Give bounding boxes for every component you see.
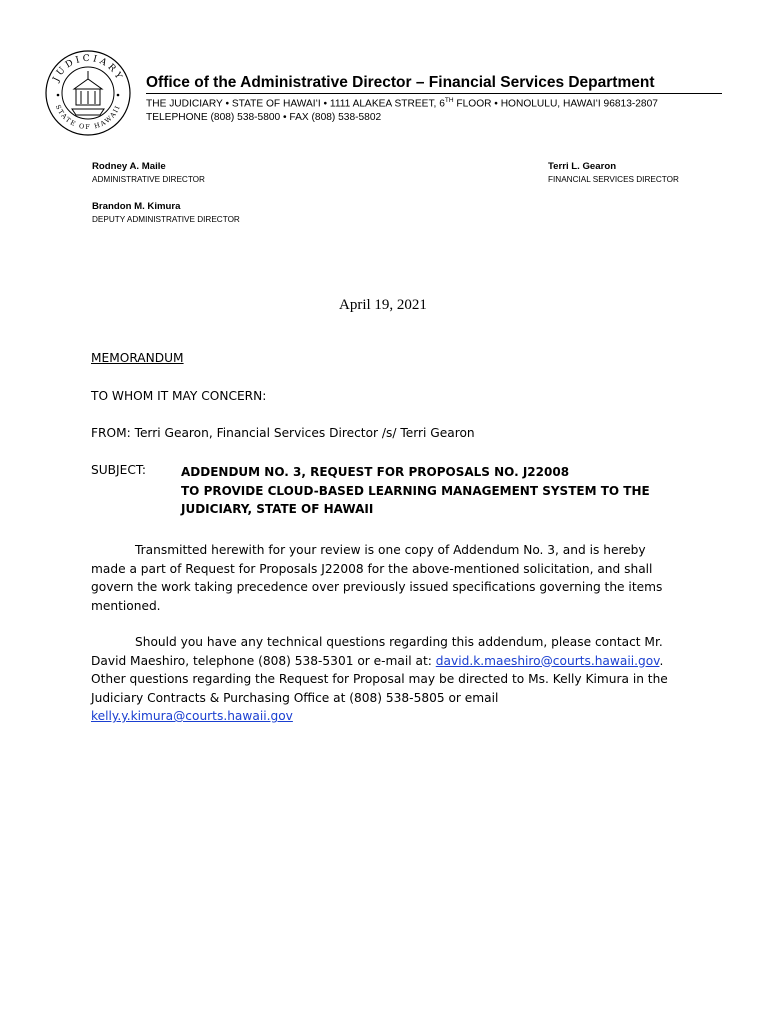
body-paragraph-transmittal xyxy=(91,541,691,615)
body-paragraph-contacts xyxy=(91,633,691,726)
paragraph-line: Other questions regarding the Request for Proposal may be directed to Ms. Kelly Kimura in the xyxy=(91,672,668,686)
paragraph-line: Should you have any technical questions regarding this addendum, please contact Mr. xyxy=(135,635,663,649)
seal-top-text: JUDICIARY xyxy=(51,53,125,84)
svg-text:JUDICIARY xyxy=(51,54,125,84)
official-name: Brandon M. Kimura xyxy=(92,201,181,212)
memo-heading: MEMORANDUM xyxy=(91,351,184,365)
seal-bottom-text: STATE OF HAWAII xyxy=(53,103,123,132)
phone-fax-line: TELEPHONE (808) 538-5800 • FAX (808) 538-5802 xyxy=(146,112,382,123)
memo-from: FROM: Terri Gearon, Financial Services Director /s/ Terri Gearon xyxy=(91,426,475,440)
official-name: Rodney A. Maile xyxy=(92,161,166,172)
subject-line: JUDICIARY, STATE OF HAWAII xyxy=(181,502,374,516)
official-name: Terri L. Gearon xyxy=(548,161,617,172)
subject-text xyxy=(181,463,650,519)
paragraph-line: Transmitted herewith for your review is one copy of Addendum No. 3, and is hereby xyxy=(135,543,646,557)
official-title: ADMINISTRATIVE DIRECTOR xyxy=(92,175,205,184)
paragraph-line: mentioned. xyxy=(91,598,161,613)
paragraph-line: Judiciary Contracts & Purchasing Office at (808) 538-5805 or email xyxy=(91,690,499,705)
memo-date: April 19, 2021 xyxy=(339,297,427,313)
subject-line: TO PROVIDE CLOUD-BASED LEARNING MANAGEMENT SYSTEM TO THE xyxy=(181,483,650,498)
email-link-kimura[interactable]: kelly.y.kimura@courts.hawaii.gov xyxy=(91,709,293,723)
subject-line: ADDENDUM NO. 3, REQUEST FOR PROPOSALS NO. J22008 xyxy=(181,465,570,479)
paragraph-line: David Maeshiro, telephone (808) 538-5301 or e-mail at: david.k.maeshiro@courts.hawaii.gov. xyxy=(91,653,664,668)
address-line: THE JUDICIARY • STATE OF HAWAIʻI • 1111 ALAKEA STREET, 6TH FLOOR • HONOLULU, HAWAIʻI 96813-2807 xyxy=(146,97,658,110)
official-administrative-director xyxy=(92,161,205,184)
office-title: Office of the Administrative Director – Financial Services Department xyxy=(146,74,655,91)
official-title: FINANCIAL SERVICES DIRECTOR xyxy=(548,175,679,184)
paragraph-line xyxy=(91,707,691,726)
judiciary-seal-logo xyxy=(44,49,132,137)
official-financial-services-director xyxy=(548,161,679,184)
paragraph-line: govern the work taking precedence over previously issued specifications governing the items xyxy=(91,580,663,594)
memo-to: TO WHOM IT MAY CONCERN: xyxy=(91,389,267,403)
official-deputy-administrative-director xyxy=(92,201,240,224)
official-title: DEPUTY ADMINISTRATIVE DIRECTOR xyxy=(92,215,240,224)
paragraph-line: made a part of Request for Proposals J22008 for the above-mentioned solicitation, and shall xyxy=(91,561,653,576)
header-divider xyxy=(146,93,722,94)
subject-label: SUBJECT: xyxy=(91,463,147,477)
email-link-maeshiro[interactable]: david.k.maeshiro@courts.hawaii.gov xyxy=(435,653,660,668)
